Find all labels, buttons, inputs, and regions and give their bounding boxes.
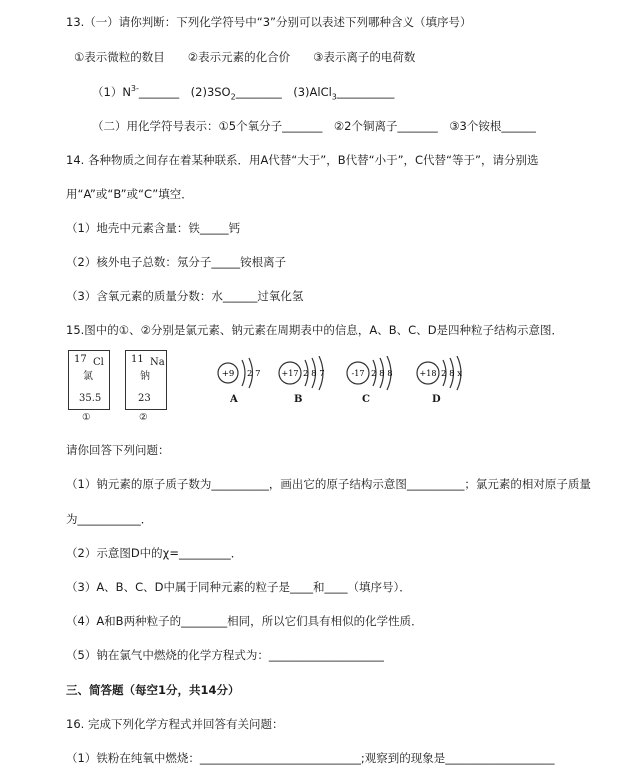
q13-part1-line: $(1)N^{3-}\_\_\_\_\_\_\_$ $(2)3SO_2\_\_\_\_\_\_\_\_$ (3)AlCl$_3$__________ [92,84,395,102]
q15-ask: 请你回答下列问题： [66,443,170,457]
atom-d-nucleus: +18 [419,369,437,378]
atom-a-label: A [230,394,238,405]
sodium-cell: 11 Na 钠 23 [125,350,167,410]
q13-options: ①表示微粒的数目 ②表示元素的化合价 ③表示离子的电荷数 [74,50,416,64]
atom-a-nucleus: +9 [221,369,235,379]
atom-b-label: B [294,394,303,405]
q13-stem: 13.（一）请你判断：下列化学符号中“3”分别可以表述下列哪种含义（填序号） [66,15,472,29]
atom-c-shells: 2 8 8 [371,369,393,379]
atom-d-shells: 2 8 x [441,369,463,379]
atom-a-diagram [216,356,286,406]
atom-c-diagram [346,356,416,406]
atom-b-diagram [278,356,348,406]
q13-part2: （二）用化学符号表示：①5个氧分子_______ ②2个铜离子_______ ③3个铵根______ [92,119,536,133]
q15-answer-4: （4）A和B两种粒子的________相同，所以它们具有相似的化学性质． [66,614,423,628]
chlorine-cell: 17 Cl 氯 35.5 [68,350,110,410]
q15-answer-3: （3）A、B、C、D中属于同种元素的粒子是____和____（填序号）． [66,580,411,594]
atom-d-label: D [432,394,441,405]
q14-item-3: （3）含氧元素的质量分数：水______过氧化氢 [66,289,304,303]
q15-answer-1a: （1）钠元素的原子质子数为__________，画出它的原子结构示意图__________；氯元素的相对原子质量 [66,477,591,491]
q14-stem-b: 用“A”或“B”或“C”填空． [66,187,193,201]
q15-stem: 15.图中的①、②分别是氯元素、钠元素在周期表中的信息，A、B、C、D是四种粒子结构示意图． [66,323,564,337]
atom-b-shells: 2 8 7 [303,369,325,379]
section-3-heading: 三、简答题（每空1分，共14分） [66,683,240,697]
atom-b-nucleus: +17 [281,369,299,378]
q14-item-1: （1）地壳中元素含量：铁_____钙 [66,221,241,235]
q14-item-2: （2）核外电子总数：氖分子_____铵根离子 [66,255,287,269]
q16-stem: 16. 完成下列化学方程式并回答有关问题： [66,717,284,731]
atom-c-nucleus: -17 [351,369,365,378]
q15-answer-2: （2）示意图D中的χ=_________． [66,546,243,560]
atom-c-label: C [362,394,370,405]
q14-stem-a: 14. 各种物质之间存在着某种联系．用A代替“大于”，B代替“小于”，C代替“等于”，请分别选 [66,153,539,167]
chlorine-tag: ① [82,412,91,423]
q16-item-1: （1）铁粉在纯氧中燃烧：____________________________;观察到的现象是___________________ [66,751,555,765]
sodium-tag: ② [139,412,148,423]
q15-answer-5: （5）钠在氯气中燃烧的化学方程式为：____________________ [66,648,384,662]
atom-d-diagram [416,356,486,406]
q15-answer-1b: 为___________． [66,512,153,526]
q15-figure [66,348,506,430]
atom-a-shells: 2 7 [247,369,261,379]
